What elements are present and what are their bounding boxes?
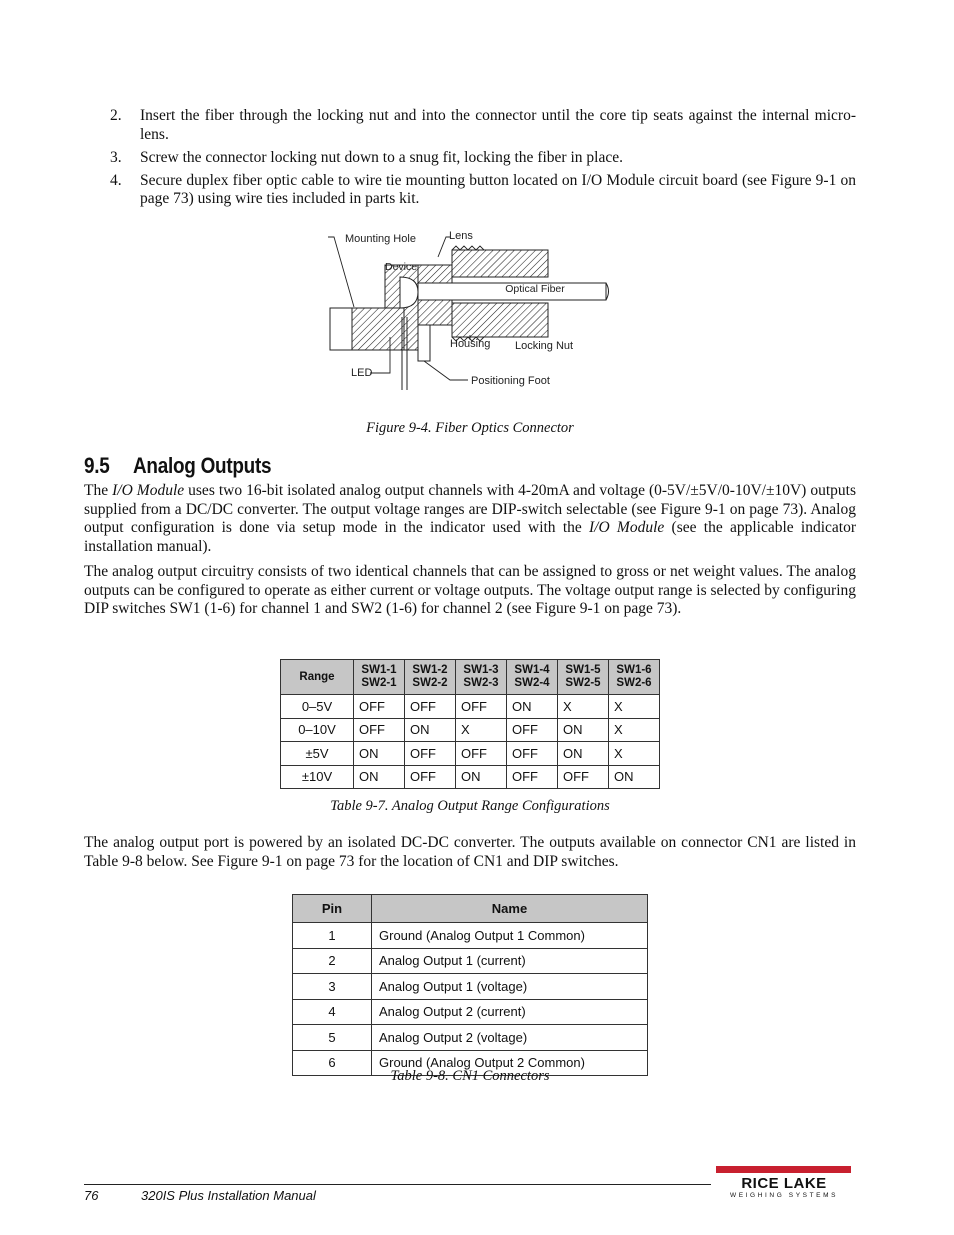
header-range: Range bbox=[281, 660, 354, 695]
paragraph-text: The bbox=[84, 482, 113, 499]
table-cell: Analog Output 2 (current) bbox=[372, 999, 648, 1025]
table-caption: Table 9-7. Analog Output Range Configurations bbox=[330, 798, 610, 814]
table-header-row bbox=[281, 660, 660, 695]
page-number: 76 bbox=[84, 1188, 99, 1203]
table-row bbox=[293, 923, 648, 949]
table-cell: X bbox=[609, 695, 660, 719]
manual-title: 320IS Plus Installation Manual bbox=[141, 1188, 316, 1203]
table-cell: Analog Output 1 (current) bbox=[372, 948, 648, 974]
step-item bbox=[110, 149, 856, 168]
paragraph-intro bbox=[84, 482, 856, 556]
table-cell: ±10V bbox=[281, 765, 354, 789]
table-cell: ON bbox=[558, 718, 609, 742]
svg-text:RICE LAKE: RICE LAKE bbox=[741, 1175, 827, 1192]
section-number: 9.5 bbox=[84, 453, 110, 478]
step-text: Screw the connector locking nut down to a snug fit, locking the fiber in place. bbox=[140, 148, 623, 166]
footer-rule bbox=[84, 1184, 711, 1185]
table-row bbox=[281, 742, 660, 766]
header-switch: SW1-3 SW2-3 bbox=[456, 660, 507, 695]
label-led: LED bbox=[351, 367, 373, 379]
label-housing: Housing bbox=[450, 338, 491, 350]
label-optical-fiber: Optical Fiber bbox=[505, 283, 565, 295]
table-header-row bbox=[293, 895, 648, 923]
table-row bbox=[293, 1025, 648, 1051]
table-cell: ON bbox=[507, 695, 558, 719]
table-cell: OFF bbox=[507, 742, 558, 766]
table-row bbox=[293, 999, 648, 1025]
header-switch: SW1-1 SW2-1 bbox=[354, 660, 405, 695]
label-locking-nut: Locking Nut bbox=[515, 340, 574, 352]
table-cell: 1 bbox=[293, 923, 372, 949]
fiber-optics-connector-diagram bbox=[320, 225, 620, 390]
table-caption: Table 9-8. CN1 Connectors bbox=[390, 1068, 550, 1084]
header-pin: Pin bbox=[293, 895, 372, 923]
step-number: 4. bbox=[110, 171, 122, 189]
paragraph-text: (see the applicable indicator installation manual). bbox=[84, 519, 856, 555]
section-heading bbox=[84, 453, 271, 479]
paragraph-text: uses two 16-bit isolated analog output channels with 4-20mA and voltage (0-5V/±5V/0-10V/±10V) outputs supplied from a DC/DC converter. The output voltage ranges are DIP-switch selectable (see Figure 9-1 on page 73). Analog output configuration is done via setup mode in the indicator used with the bbox=[84, 482, 856, 537]
table-cell: Analog Output 2 (voltage) bbox=[372, 1025, 648, 1051]
figure-caption: Figure 9-4. Fiber Optics Connector bbox=[366, 420, 574, 436]
table-row bbox=[281, 695, 660, 719]
italic-term: I/O Module bbox=[589, 519, 665, 537]
analog-range-table bbox=[280, 659, 660, 789]
section-title: Analog Outputs bbox=[133, 453, 272, 478]
svg-text:WEIGHING SYSTEMS: WEIGHING SYSTEMS bbox=[729, 1192, 839, 1199]
table-cell: OFF bbox=[354, 718, 405, 742]
table-cell: ON bbox=[354, 765, 405, 789]
table-cell: 5 bbox=[293, 1025, 372, 1051]
table-cell: X bbox=[558, 695, 609, 719]
table-cell: X bbox=[609, 742, 660, 766]
paragraph-circuitry: The analog output circuitry consists of two identical channels that can be assigned to gross or net weight values. The analog outputs can be configured to operate as either current or voltage outputs. The voltage output range is selected by configuring DIP switches SW1 (1-6) for channel 1 and SW2 (1-6) for channel 2 (see Figure 9-1 on page 73). bbox=[84, 563, 856, 618]
label-device: Device bbox=[385, 261, 418, 273]
header-name: Name bbox=[372, 895, 648, 923]
table-cell: ±5V bbox=[281, 742, 354, 766]
step-item bbox=[110, 172, 856, 209]
label-lens: Lens bbox=[449, 230, 473, 242]
cn1-connectors-table bbox=[292, 894, 648, 1076]
table-cell: OFF bbox=[507, 765, 558, 789]
table-cell: 0–5V bbox=[281, 695, 354, 719]
table-cell: ON bbox=[354, 742, 405, 766]
label-positioning-foot: Positioning Foot bbox=[471, 375, 550, 387]
table-cell: ON bbox=[558, 742, 609, 766]
label-mounting-hole: Mounting Hole bbox=[345, 233, 416, 245]
table-row bbox=[281, 765, 660, 789]
table-cell: OFF bbox=[558, 765, 609, 789]
step-number: 2. bbox=[110, 107, 122, 124]
table-cell: 0–10V bbox=[281, 718, 354, 742]
table-cell: Ground (Analog Output 2 Common) bbox=[372, 1050, 648, 1076]
table-row bbox=[293, 974, 648, 1000]
header-switch: SW1-2 SW2-2 bbox=[405, 660, 456, 695]
table-cell: Ground (Analog Output 1 Common) bbox=[372, 923, 648, 949]
table-row bbox=[281, 718, 660, 742]
header-switch: SW1-6 SW2-6 bbox=[609, 660, 660, 695]
table-cell: 2 bbox=[293, 948, 372, 974]
header-switch: SW1-5 SW2-5 bbox=[558, 660, 609, 695]
italic-term: I/O Module bbox=[112, 482, 185, 499]
step-number: 3. bbox=[110, 148, 122, 166]
table-cell: Analog Output 1 (voltage) bbox=[372, 974, 648, 1000]
table-cell: ON bbox=[456, 765, 507, 789]
table-cell: OFF bbox=[507, 718, 558, 742]
step-text: Insert the fiber through the locking nut and into the connector until the core tip seats against the internal micro-lens. bbox=[140, 107, 856, 143]
instruction-steps bbox=[110, 107, 856, 213]
step-item bbox=[110, 107, 856, 144]
step-text: Secure duplex fiber optic cable to wire tie mounting button located on I/O Module circuit board (see Figure 9-1 on page 73) using wire ties included in parts kit. bbox=[140, 171, 856, 207]
table-cell: X bbox=[609, 718, 660, 742]
table-cell: ON bbox=[609, 765, 660, 789]
table-cell: OFF bbox=[456, 742, 507, 766]
table-cell: OFF bbox=[405, 695, 456, 719]
table-cell: OFF bbox=[456, 695, 507, 719]
table-cell: OFF bbox=[354, 695, 405, 719]
table-row bbox=[293, 948, 648, 974]
table-cell: OFF bbox=[405, 742, 456, 766]
header-switch: SW1-4 SW2-4 bbox=[507, 660, 558, 695]
rice-lake-logo bbox=[710, 1164, 855, 1200]
table-cell: ON bbox=[405, 718, 456, 742]
table-cell: 6 bbox=[293, 1050, 372, 1076]
table-cell: X bbox=[456, 718, 507, 742]
table-cell: 4 bbox=[293, 999, 372, 1025]
table-cell: 3 bbox=[293, 974, 372, 1000]
table-cell: OFF bbox=[405, 765, 456, 789]
paragraph-cn1: The analog output port is powered by an isolated DC-DC converter. The outputs available on connector CN1 are listed in Table 9-8 below. See Figure 9-1 on page 73 for the location of CN1 and DIP switches. bbox=[84, 834, 856, 870]
